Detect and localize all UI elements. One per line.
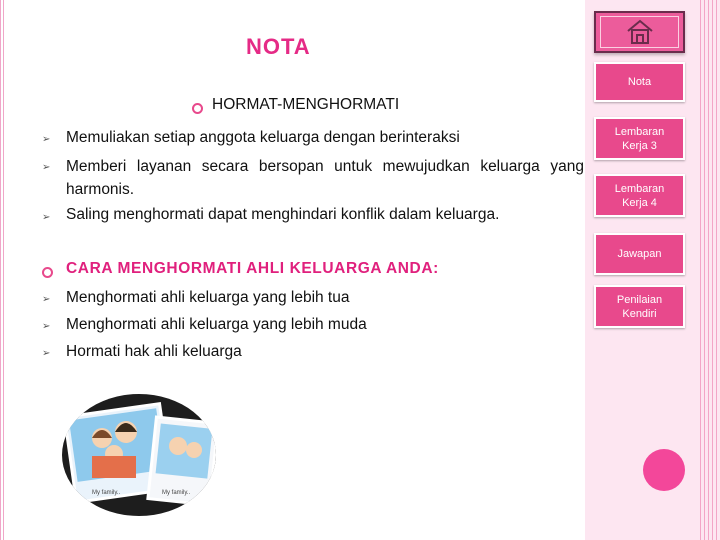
slide-title: NOTA <box>246 34 311 59</box>
arrow-bullet-icon: ➢ <box>42 348 51 359</box>
list-item: Hormati hak ahli keluarga <box>66 343 242 360</box>
nav-jawapan-button[interactable]: Jawapan <box>594 233 685 275</box>
heading-hormat-menghormati: HORMAT-MENGHORMATI <box>212 96 400 113</box>
family-photo-image <box>62 394 216 516</box>
home-button[interactable] <box>594 11 685 53</box>
heading-cara-menghormati: CARA MENGHORMATI AHLI KELUARGA ANDA: <box>66 260 439 277</box>
nav-lembaran-kerja-3-button[interactable]: Lembaran Kerja 3 <box>594 117 685 160</box>
list-item: Saling menghormati dapat menghindari konflik dalam keluarga. <box>66 206 500 223</box>
nav-lembaran-kerja-4-button[interactable]: Lembaran Kerja 4 <box>594 174 685 217</box>
arrow-bullet-icon: ➢ <box>42 134 51 145</box>
list-item: Menghormati ahli keluarga yang lebih tua <box>66 289 350 306</box>
list-item: Memberi layanan secara bersopan untuk mewujudkan keluarga yang harmonis. <box>66 158 584 198</box>
right-stripe-decoration <box>697 0 720 540</box>
left-border <box>0 0 4 540</box>
list-item: Memuliakan setiap anggota keluarga dengan berinteraksi <box>66 129 460 146</box>
home-icon <box>625 18 655 46</box>
arrow-bullet-icon: ➢ <box>42 212 51 223</box>
list-item: Menghormati ahli keluarga yang lebih muda <box>66 316 367 333</box>
nav-penilaian-kendiri-button[interactable]: Penilaian Kendiri <box>594 285 685 328</box>
decorative-circle <box>643 449 685 491</box>
svg-text:My family..: My family.. <box>92 490 121 496</box>
nav-nota-button[interactable]: Nota <box>594 62 685 102</box>
circle-bullet-icon <box>192 103 203 114</box>
arrow-bullet-icon: ➢ <box>42 294 51 305</box>
arrow-bullet-icon: ➢ <box>42 321 51 332</box>
circle-bullet-icon <box>42 267 53 278</box>
arrow-bullet-icon: ➢ <box>42 162 51 173</box>
svg-text:My family..: My family.. <box>162 490 191 496</box>
